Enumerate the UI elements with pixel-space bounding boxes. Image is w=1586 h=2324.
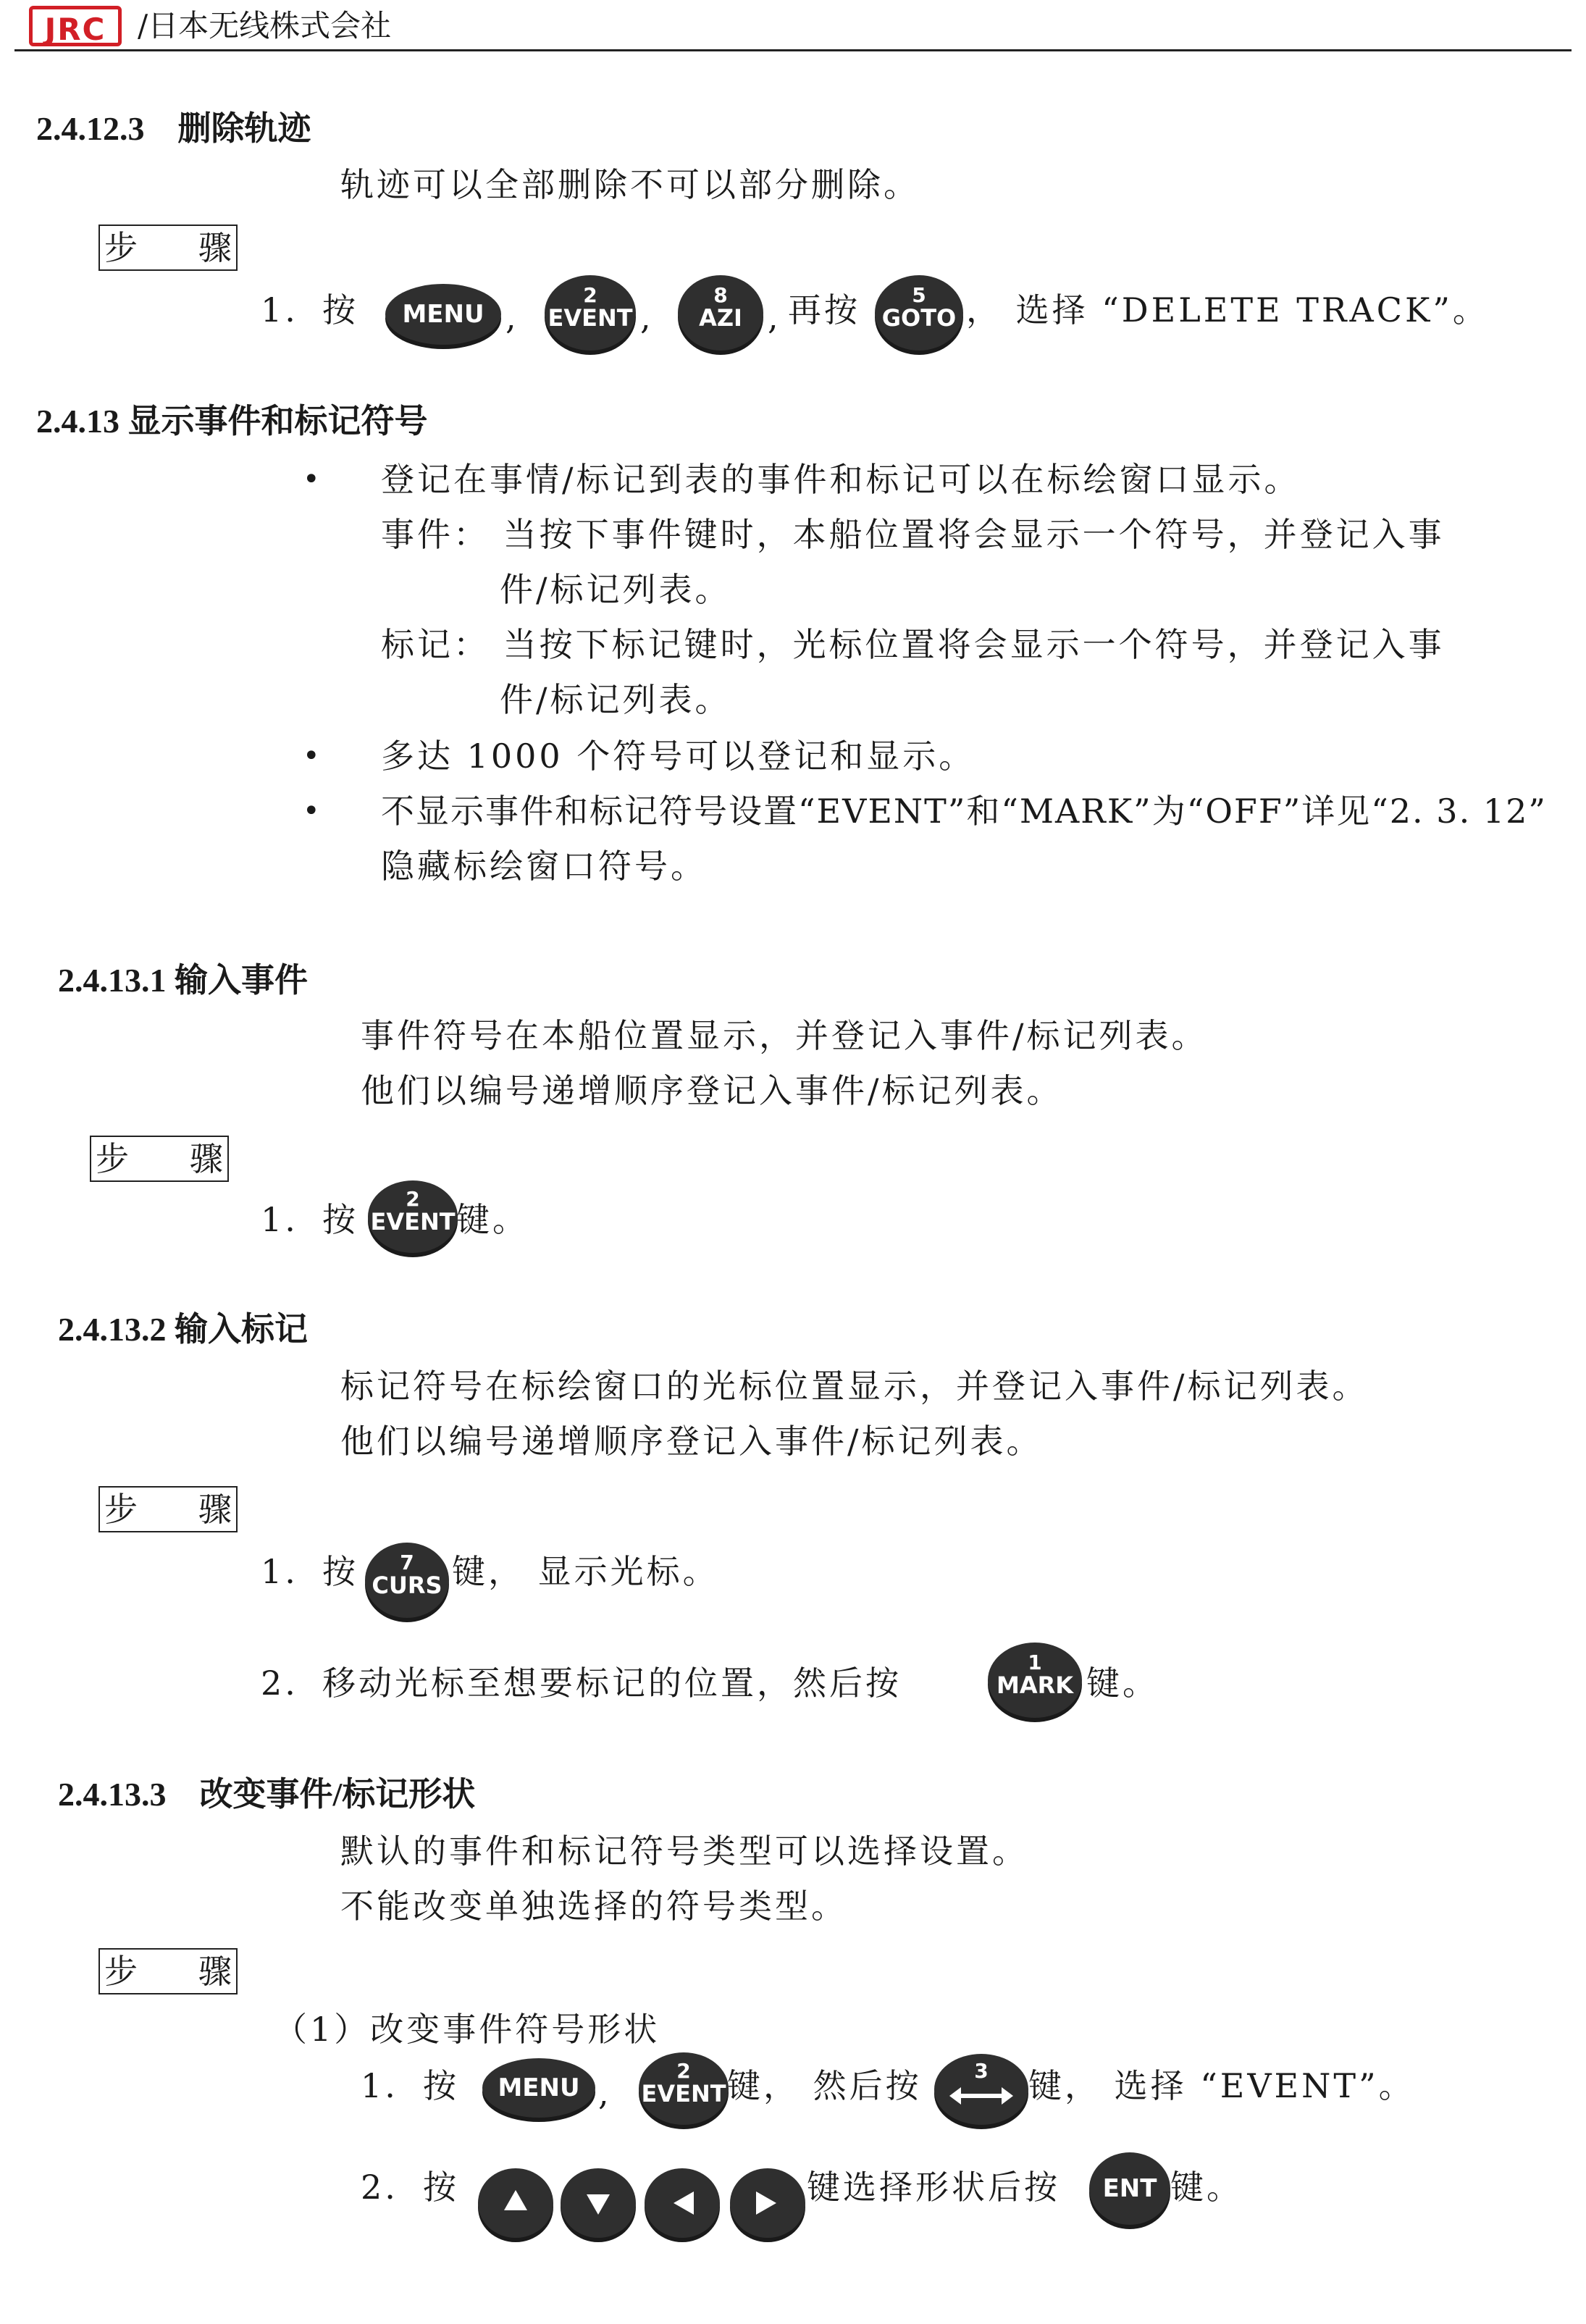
steps-label-2: 骤 [198, 1490, 232, 1529]
step-end: 键。 [1086, 1664, 1159, 1703]
down-arrow-icon [584, 2168, 613, 2238]
steps-label [98, 225, 238, 271]
step-number: 1. [261, 1552, 298, 1591]
bullet-text: 登记在事情/标记到表的事件和标记可以在标绘窗口显示。 [381, 460, 1301, 499]
section-heading-input-event: 2.4.13.1 输入事件 [58, 962, 308, 999]
event-definition-cont: 件/标记列表。 [500, 570, 731, 609]
comma: , [598, 2073, 612, 2113]
steps-label-1: 步 [104, 1490, 138, 1529]
azi-key[interactable]: 8 AZI [678, 275, 763, 351]
event-key[interactable]: 2 EVENT [368, 1180, 458, 1253]
step-press: 按 [322, 1552, 358, 1591]
right-arrow-icon [753, 2168, 782, 2238]
step-number: 1. [361, 2066, 398, 2105]
step-press: 按 [423, 2066, 459, 2105]
menu-key[interactable]: MENU [482, 2058, 595, 2118]
up-arrow-icon [501, 2168, 530, 2238]
ent-key[interactable]: ENT [1089, 2152, 1170, 2225]
menu-key[interactable]: MENU [385, 284, 501, 345]
paragraph: 不能改变单独选择的符号类型。 [340, 1887, 847, 1926]
event-key[interactable]: 2 EVENT [545, 275, 636, 351]
sub-heading: （1）改变事件符号形状 [274, 2010, 660, 2049]
down-arrow-key[interactable] [561, 2168, 636, 2238]
left-arrow-icon [668, 2168, 697, 2238]
paragraph: 事件符号在本船位置显示，并登记入事件/标记列表。 [361, 1016, 1208, 1055]
paragraph: 他们以编号递增顺序登记入事件/标记列表。 [361, 1071, 1063, 1110]
step-end: 键， 显示光标。 [452, 1552, 719, 1591]
paragraph: 标记符号在标绘窗口的光标位置显示，并登记入事件/标记列表。 [340, 1367, 1369, 1406]
section-heading-delete-track: 2.4.12.3 删除轨迹 [36, 110, 311, 147]
event-definition: 事件： 当按下事件键时，本船位置将会显示一个符号，并登记入事 [381, 515, 1445, 554]
arrow-3-key[interactable]: 3 [934, 2054, 1028, 2125]
steps-label [98, 1948, 238, 1994]
header-divider [14, 49, 1572, 51]
steps-label-1: 步 [104, 228, 138, 267]
step-end: 键， 选择 “EVENT”。 [1028, 2066, 1415, 2105]
step-end: 键。 [1170, 2168, 1243, 2207]
comma: , [640, 298, 654, 337]
step-end: 键。 [456, 1200, 529, 1239]
steps-label [98, 1486, 238, 1532]
step-press: 按 [322, 1200, 358, 1239]
paragraph: 轨迹可以全部删除不可以部分删除。 [340, 165, 920, 204]
right-arrow-key[interactable] [730, 2168, 805, 2238]
steps-label-2: 骤 [198, 228, 232, 267]
step-number: 1. [261, 1200, 298, 1239]
mark-definition-cont: 件/标记列表。 [500, 680, 731, 719]
bullet: • [303, 794, 320, 828]
mark-key[interactable]: 1 MARK [988, 1643, 1082, 1718]
curs-key[interactable]: 7 CURS [365, 1543, 449, 1618]
bullet: • [303, 739, 320, 773]
steps-label [90, 1136, 229, 1182]
event-key[interactable]: 2 EVENT [639, 2052, 729, 2125]
bullet-text: 多达 1000 个符号可以登记和显示。 [381, 737, 975, 776]
step-number: 2. [361, 2168, 398, 2207]
left-arrow-key[interactable] [645, 2168, 720, 2238]
section-heading-display-symbols: 2.4.13 显示事件和标记符号 [36, 403, 428, 440]
paragraph: 他们以编号递增顺序登记入事件/标记列表。 [340, 1422, 1043, 1461]
step-then: 再按 [788, 290, 860, 330]
bullet-text: 不显示事件和标记符号设置“EVENT”和“MARK”为“OFF”详见“2. 3. 12” [381, 792, 1547, 831]
step-number: 1. [261, 290, 298, 330]
section-heading-input-mark: 2.4.13.2 输入标记 [58, 1311, 308, 1348]
steps-label-2: 骤 [190, 1139, 223, 1178]
paragraph: 默认的事件和标记符号类型可以选择设置。 [340, 1832, 1028, 1871]
jrc-logo: JRC [29, 6, 122, 46]
comma: , [768, 298, 781, 337]
steps-label-1: 步 [104, 1952, 138, 1991]
bullet-text-cont: 隐藏标绘窗口符号。 [381, 847, 707, 886]
section-heading-change-shape: 2.4.13.3 改变事件/标记形状 [58, 1776, 476, 1813]
goto-key[interactable]: 5 GOTO [875, 275, 963, 351]
mark-definition: 标记： 当按下标记键时，光标位置将会显示一个符号，并登记入事 [381, 625, 1445, 664]
step-number: 2. [261, 1664, 298, 1703]
bullet: • [303, 463, 320, 496]
steps-label-2: 骤 [198, 1952, 232, 1991]
step-text: 移动光标至想要标记的位置，然后按 [322, 1664, 902, 1703]
step-select-text: ， 选择 “DELETE TRACK”。 [966, 290, 1489, 330]
company-name: /日本无线株式会社 [138, 8, 392, 43]
up-arrow-key[interactable] [478, 2168, 553, 2238]
comma: , [505, 298, 519, 337]
step-mid: 键选择形状后按 [807, 2168, 1060, 2207]
step-press: 按 [322, 290, 358, 330]
left-right-arrow-icon [947, 2081, 1016, 2110]
step-press: 按 [423, 2168, 459, 2207]
steps-label-1: 步 [96, 1139, 129, 1178]
step-mid: 键， 然后按 [727, 2066, 922, 2105]
